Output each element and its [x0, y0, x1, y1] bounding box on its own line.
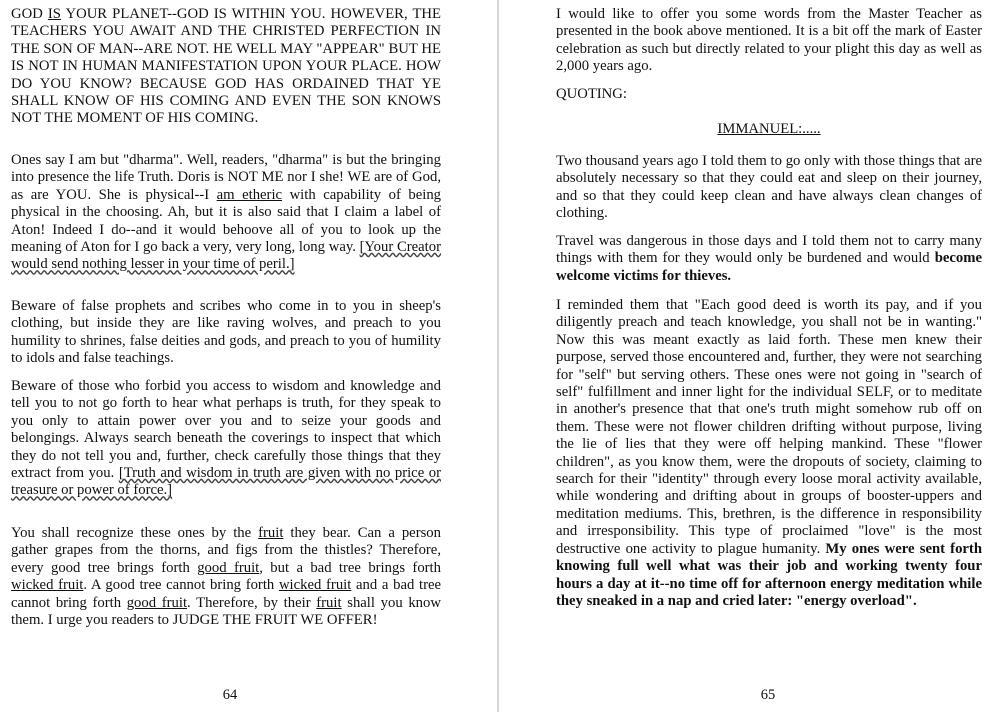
underlined-text: good fruit [126, 594, 188, 611]
underlined-text: good fruit [197, 559, 260, 576]
underlined-text: fruit [316, 594, 342, 611]
paragraph [11, 152, 441, 274]
page-number: 64 [222, 687, 238, 703]
section-heading [556, 121, 982, 138]
text: YOUR PLANET--GOD IS WITHIN YOU. HOWEVER, THE TEACHERS YOU AWAIT AND THE CHRISTED PERFECTION IN THE SON OF MAN--ARE NOT. HE WELL MAY "APPEAR" BUT HE IS NOT IN HUMAN MANIFESTATION UPON YOUR PLACE. HOW DO YOU KNOW? BECAUSE GOD HAS ORDAINED THAT YE SHALL KNOW OF HIS COMING AND EVEN THE SON KNOWS NOT THE MOMENT OF HIS COMING. [11, 6, 441, 127]
heading-text: IMMANUEL:..... [717, 121, 821, 137]
text: . A good tree cannot bring forth [83, 577, 279, 594]
marked-text: [Truth and wisdom in truth are given with no price or treasure or power of force.] [11, 465, 441, 499]
underlined-text: IS [47, 6, 61, 22]
paragraph [556, 233, 982, 285]
page-number: 65 [760, 687, 776, 703]
bold-text: become welcome victims for thieves. [556, 250, 982, 284]
quoting-label: QUOTING: [556, 86, 627, 102]
right-page [498, 0, 996, 712]
bold-text: My ones were sent forth knowing full well what was their job and working twenty four hours a day at it--no time off for afternoon energy meditation while they sneaked in a nap and cried later: "energy overload". [556, 540, 982, 609]
text: Ones say I am but "dharma". Well, readers, "dharma" is but the bringing into presence the life Truth. Doris is NOT ME nor I she! WE are of God, as are YOU. She is physical--I [11, 152, 441, 203]
paragraph [11, 378, 441, 500]
text: shall you know them. I urge you readers to JUDGE THE FRUIT WE OFFER! [11, 594, 441, 629]
underlined-text: wicked fruit [11, 577, 84, 594]
text: Beware of those who forbid you access to wisdom and knowledge and tell you to not go forth to hear what perhaps is truth, for they speak to you only to attain power over you and to seize your goods and belongings. Always search beneath the coverings to inspect that which they do not tell you and, further, check carefully those things that they extract from you. [11, 378, 441, 482]
text: . Therefore, by their [187, 594, 317, 611]
text: with capability of being physical in the choosing. Ah, but it is also said that I claim a label of Aton! Indeed I do--and it would behoove all of you to look up the meaning of Aton for I go back a very, very long, long way. [11, 186, 442, 256]
paragraph: I would like to offer you some words from the Master Teacher as presented in the book above mentioned. It is a bit off the mark of Easter celebration as such but directly related to your plight this day as well as 2,000 years ago. [556, 6, 982, 75]
text: , but a bad tree brings forth [259, 559, 441, 576]
paragraph: Beware of false prophets and scribes who come in to you in sheep's clothing, but inside they are like raving wolves, and preach to you humility to shrines, false deities and gods, and preach to you of humility to idols and false teachings. [11, 298, 441, 367]
marked-text: [Your Creator would send nothing lesser in your time of peril.] [11, 239, 441, 273]
underlined-text: am etheric [216, 186, 283, 203]
paragraph [556, 297, 982, 610]
paragraph: Two thousand years ago I told them to go only with those things that are absolutely necessary so that they could eat and sleep on their journey, and so that they could keep clean and have always clean changes of clothing. [556, 153, 982, 222]
text: GOD [11, 6, 48, 22]
underlined-text: wicked fruit [278, 577, 352, 594]
paragraph [11, 6, 441, 128]
text: I reminded them that "Each good deed is worth its pay, and if you diligently preach and teach knowledge, you shall not be in wanting." Now this was meant exactly as laid forth. These men knew their purpose, served those encountered and, further, they were not searching for "self" but serving others. These ones were not going in "search of self" fulfillment and inner light for the individual SELF, or to meditate in another's presence that that one's truth might somehow rub off on them. These were not flower children drifting without purpose, living the lie of lies that they were off helping mankind. These "flower children", as you know them, were the dropouts of society, claiming to search for their "identity" through every loose moral activity available, while wondering and drifting about in groups of booster-uppers and meditation mediums. This, brethren, is the difference in responsibility and irresponsibility. This type of proclaimed "love" is the most destructive one activity to plague humanity. [556, 297, 982, 557]
text: You shall recognize these ones by the [11, 525, 259, 541]
paragraph [11, 525, 441, 629]
underlined-text: fruit [258, 525, 284, 541]
text: they bear. Can a person gather grapes from the thorns, and figs from the thistles? Therefore, every good tree brings forth [11, 525, 441, 576]
text: Travel was dangerous in those days and I told them not to carry many things with them for they would only be burdened and would [556, 233, 982, 267]
text: and a bad tree cannot bring forth [11, 577, 442, 611]
